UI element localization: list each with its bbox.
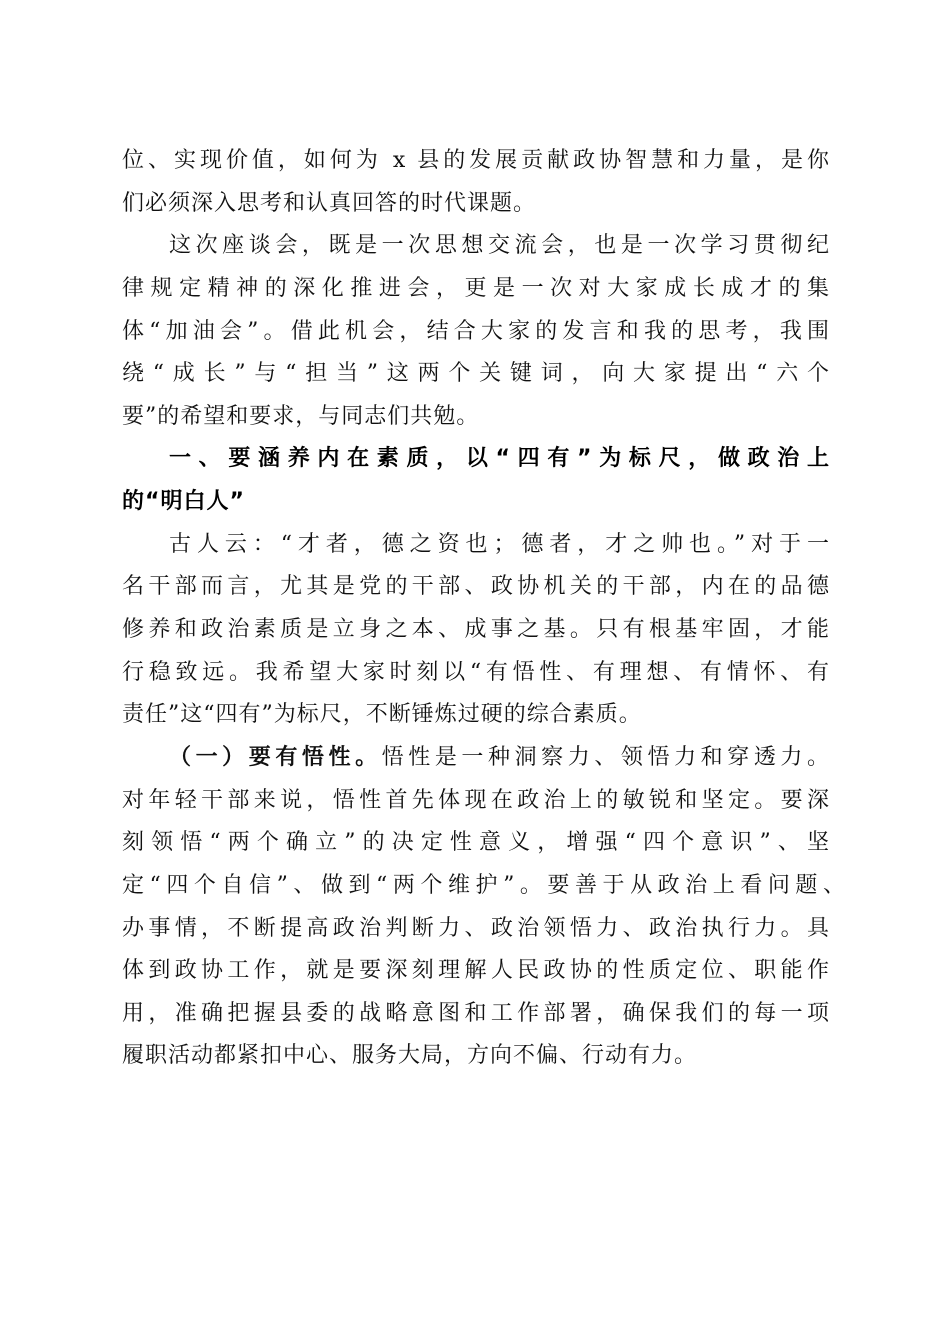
text-line: 对年轻干部来说，悟性首先体现在政治上的敏锐和坚定。要深 bbox=[122, 787, 830, 813]
text-line bbox=[122, 737, 830, 780]
text-line: 体到政协工作，就是要深刻理解人民政协的性质定位、职能作 bbox=[122, 958, 830, 984]
text-line: 要”的希望和要求，与同志们共勉。 bbox=[122, 403, 480, 429]
body-paragraph bbox=[122, 524, 830, 737]
text-line: 责任”这“四有”为标尺，不断锤炼过硬的综合素质。 bbox=[122, 702, 642, 728]
text-line: 体“加油会”。借此机会，结合大家的发言和我的思考，我围 bbox=[122, 318, 830, 344]
text-line: 办事情，不断提高政治判断力、政治领悟力、政治执行力。具 bbox=[122, 915, 830, 941]
text-line: 绕“成长”与“担当”这两个关键词，向大家提出“六个 bbox=[122, 361, 830, 387]
text-span: 悟性是一种洞察力、领悟力和穿透力。 bbox=[381, 744, 830, 770]
text-line: 们必须深入思考和认真回答的时代课题。 bbox=[122, 190, 537, 216]
text-line: 名干部而言，尤其是党的干部、政协机关的干部，内在的品德 bbox=[122, 574, 830, 600]
heading-line: 的“明白人” bbox=[122, 489, 245, 515]
text-line: 履职活动都紧扣中心、服务大局，方向不偏、行动有力。 bbox=[122, 1043, 698, 1069]
subsection-lead: （一）要有悟性。 bbox=[169, 744, 382, 770]
heading-line: 一、要涵养内在素质，以“四有”为标尺，做政治上 bbox=[169, 446, 830, 472]
text-line: 位、实现价值，如何为 x 县的发展贡献政协智慧和力量，是你 bbox=[122, 148, 830, 173]
body-paragraph bbox=[122, 225, 830, 438]
text-line: 这次座谈会，既是一次思想交流会，也是一次学习贯彻纪 bbox=[169, 233, 830, 259]
text-line: 刻领悟“两个确立”的决定性意义，增强“四个意识”、坚 bbox=[122, 830, 830, 856]
text-line: 修养和政治素质是立身之本、成事之基。只有根基牢固，才能 bbox=[122, 617, 830, 643]
text-line: 行稳致远。我希望大家时刻以“有悟性、有理想、有情怀、有 bbox=[122, 659, 830, 685]
body-paragraph bbox=[122, 140, 830, 225]
document-page bbox=[122, 140, 846, 1078]
text-line: 律规定精神的深化推进会，更是一次对大家成长成才的集 bbox=[122, 275, 830, 301]
text-line: 用，准确把握县委的战略意图和工作部署，确保我们的每一项 bbox=[122, 1000, 830, 1026]
section-heading bbox=[122, 438, 830, 523]
subsection-paragraph bbox=[122, 737, 846, 1078]
text-line: 定“四个自信”、做到“两个维护”。要善于从政治上看问题、 bbox=[122, 872, 846, 898]
text-line: 古人云：“才者，德之资也；德者，才之帅也。”对于一 bbox=[169, 531, 830, 557]
